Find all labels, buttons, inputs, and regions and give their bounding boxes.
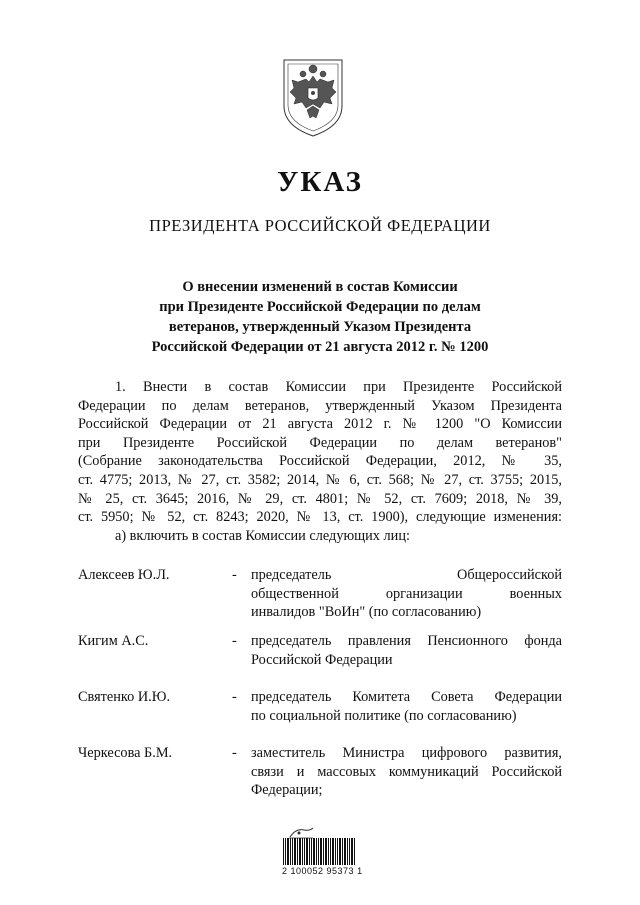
heading-line: при Президенте Российской Федерации по делам [159, 299, 481, 315]
barcode-icon [283, 838, 355, 865]
decree-body [78, 378, 562, 545]
heading-line: ветеранов, утвержденный Указом Президента [168, 319, 472, 335]
position-line: председатель Общероссийской [251, 567, 562, 583]
document-subtitle: ПРЕЗИДЕНТА РОССИЙСКОЙ ФЕДЕРАЦИИ [149, 216, 491, 235]
double-headed-eagle-emblem-icon [276, 52, 350, 138]
position-line: связи и массовых коммуникаций Российской [251, 763, 562, 780]
member-name: Святенко И.Ю. [78, 689, 171, 705]
member-dash: - [232, 633, 237, 649]
body-line: Российской Федерации от 21 августа 2012 г. № 1200 "О Комиссии [78, 416, 562, 433]
position-line: инвалидов "ВоИн" (по согласованию) [251, 604, 482, 621]
position-line: по социальной политике (по согласованию) [251, 707, 517, 724]
member-dash: - [232, 745, 237, 761]
list-item [78, 566, 562, 632]
member-name: Алексеев Ю.Л. [78, 567, 170, 583]
position-line: общественной организации военных [251, 585, 562, 602]
member-position [251, 688, 562, 725]
member-name: Черкесова Б.М. [78, 745, 173, 761]
member-name: Кигим А.С. [78, 633, 149, 649]
body-line: а) включить в состав Комиссии следующих лиц: [115, 527, 410, 544]
position-line: председатель правления Пенсионного фонда [251, 633, 562, 649]
body-line: ст. 5950; № 52, ст. 8243; 2020, № 13, ст. 1900), следующие изменения: [78, 509, 562, 526]
barcode-number: 2 100052 95373 1 [282, 866, 363, 876]
body-line: Федерации по делам ветеранов, утвержденный Указом Президента [78, 397, 562, 414]
member-list [78, 566, 562, 800]
member-dash: - [232, 689, 237, 705]
member-dash: - [232, 567, 237, 583]
body-line: № 25, ст. 3645; 2016, № 29, ст. 4801; № 52, ст. 7609; 2018, № 39, [78, 490, 562, 507]
member-position [251, 566, 562, 622]
member-position [251, 744, 562, 800]
list-item [78, 632, 562, 688]
heading-line: О внесении изменений в состав Комиссии [182, 279, 458, 295]
body-line: 1. Внести в состав Комиссии при Президенте Российской [115, 379, 562, 395]
body-line: при Президенте Российской Федерации по делам ветеранов" [78, 434, 562, 451]
position-line: заместитель Министра цифрового развития, [251, 745, 562, 761]
member-position [251, 632, 562, 669]
position-line: Федерации; [251, 782, 323, 799]
document-title: УКАЗ [277, 166, 363, 198]
position-line: председатель Комитета Совета Федерации [251, 689, 562, 705]
position-line: Российской Федерации [251, 651, 393, 668]
heading-line: Российской Федерации от 21 августа 2012 г. № 1200 [151, 339, 489, 355]
body-line: ст. 4775; 2013, № 27, ст. 3582; 2014, № 6, ст. 568; № 27, ст. 3755; 2015, [78, 471, 562, 488]
list-item [78, 688, 562, 744]
body-line: (Собрание законодательства Российской Федерации, 2012, № 35, [78, 453, 562, 470]
decree-heading [0, 277, 640, 357]
list-item [78, 744, 562, 800]
